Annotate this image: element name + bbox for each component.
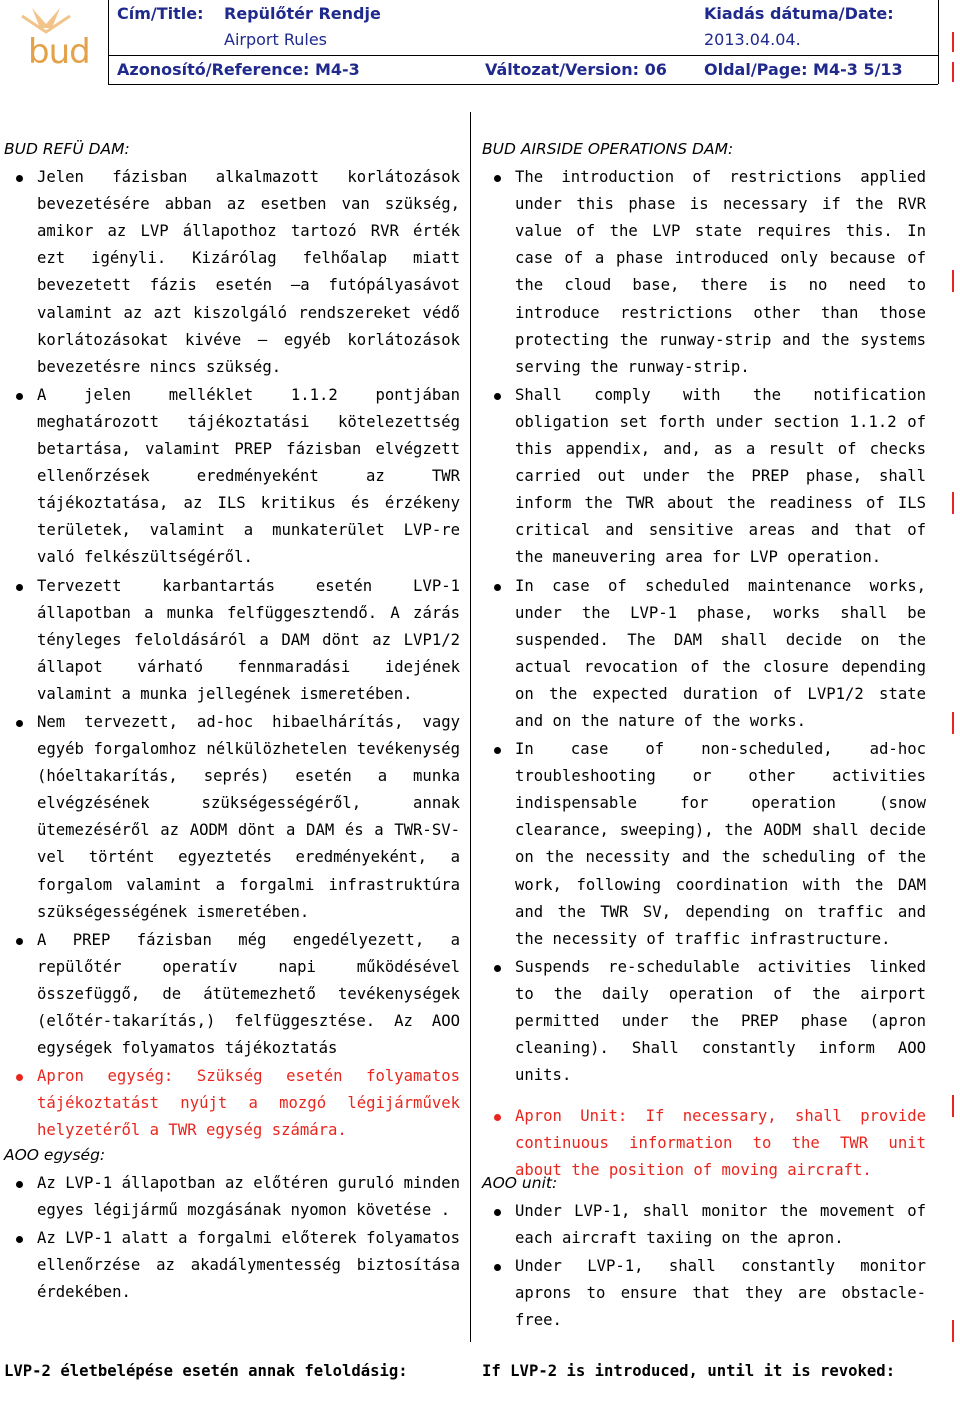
left-heading: BUD REFÜ DAM: bbox=[4, 140, 130, 158]
page-title: Repülőtér Rendje bbox=[224, 4, 381, 23]
list-item: Shall comply with the notification obligation set forth under section 1.1.2 of this appendix, and, as a result of checks carried out under the PREP phase, shall inform the TWR about the readiness of ILS critical and sensitive areas and that of the maneuvering area for LVP operation. bbox=[482, 382, 926, 572]
right-list bbox=[482, 164, 926, 1184]
list-item: A PREP fázisban még engedélyezett, a repülőtér operatív napi működésével összefüggő, de átütemezhető tevékenységek (előtér-takarítás,) felfüggesztése. Az AOO egységek folyamatos tájékoztatás bbox=[4, 927, 460, 1062]
list-item: In case of non-scheduled, ad-hoc troubleshooting or other activities indispensable for operation (snow clearance, sweeping), the AODM shall decide on the necessity and the scheduling of the work, following coordination with the DAM and the TWR SV, depending on traffic and the necessity of traffic infrastructure. bbox=[482, 736, 926, 953]
left-column bbox=[4, 136, 460, 1145]
list-item: A jelen melléklet 1.1.2 pontjában meghatározott tájékoztatási kötelezettség betartása, valamint PREP fázisban elvégzett ellenőrzések eredményeként az TWR tájékoztatása, az ILS kritikus és érzékeny területek, valamint a munkaterület LVP-re való felkészültségéről. bbox=[4, 382, 460, 572]
list-item: Suspends re-schedulable activities linked to the daily operation of the airport permitted under the PREP phase (apron cleaning). Shall constantly inform AOO units. bbox=[482, 954, 926, 1089]
list-item: Apron Unit: If necessary, shall provide continuous information to the TWR unit about the position of moving aircraft. bbox=[482, 1103, 926, 1184]
list-item: Under LVP-1, shall monitor the movement of each aircraft taxiing on the apron. bbox=[482, 1198, 926, 1252]
left-aoo-heading: AOO egység: bbox=[4, 1146, 106, 1164]
list-item: Az LVP-1 alatt a forgalmi előterek folyamatos ellenőrzése az akadálymentesség biztosítása érdekében. bbox=[4, 1225, 460, 1306]
bud-logo bbox=[2, 2, 96, 74]
page-number: Oldal/Page: M4-3 5/13 bbox=[704, 60, 903, 79]
left-aoo-list bbox=[4, 1170, 460, 1306]
right-aoo-heading: AOO unit: bbox=[482, 1174, 558, 1192]
right-aoo-section bbox=[482, 1170, 926, 1336]
page-title-en: Airport Rules bbox=[224, 30, 328, 49]
left-aoo-section bbox=[4, 1142, 460, 1308]
issue-date-label: Kiadás dátuma/Date: bbox=[704, 4, 894, 23]
list-item: The introduction of restrictions applied under this phase is necessary if the RVR value of the LVP state requires this. In case of a phase introduced only because of the cloud base, there is no need to introduce restrictions other than those protecting the runway-strip and the systems serving the runway-strip. bbox=[482, 164, 926, 381]
right-aoo-list bbox=[482, 1198, 926, 1334]
list-item: Az LVP-1 állapotban az előtéren guruló minden egyes légijármű mozgásának nyomon követése . bbox=[4, 1170, 460, 1224]
list-item: Nem tervezett, ad-hoc hibaelhárítás, vagy egyéb forgalomhoz nélkülözhetelen tevékenység (hóeltakarítás, seprés) esetén a munka elvégzésének szükségességéről, annak ütemezéséről az AODM dönt a DAM és a TWR-SV-vel történt egyeztetés eredményeként, a forgalom valamint a forgalmi infrastruktúra szükségességének ismeretében. bbox=[4, 709, 460, 926]
document-header bbox=[0, 0, 960, 90]
left-footer-heading: LVP-2 életbelépése esetén annak feloldásig: bbox=[4, 1362, 408, 1380]
right-footer-heading: If LVP-2 is introduced, until it is revoked: bbox=[482, 1362, 896, 1380]
list-item: Under LVP-1, shall constantly monitor aprons to ensure that they are obstacle-free. bbox=[482, 1253, 926, 1334]
version: Változat/Version: 06 bbox=[485, 60, 667, 79]
list-item: Tervezett karbantartás esetén LVP-1 állapotban a munka felfüggesztendő. A zárás tényleges feloldásáról a DAM dönt az LVP1/2 állapot várható fennmaradási idejének valamint a munka jellegének ismeretében. bbox=[4, 573, 460, 708]
logo-text: bud bbox=[28, 32, 90, 72]
list-item: Jelen fázisban alkalmazott korlátozások bevezetésére abban az esetben van szükség, amikor az LVP állapothoz tartozó RVR érték ezt igényli. Kizárólag felhőalap miatt bevezetett fázis esetén –a futópályasávot valamint az azt kiszolgáló rendszereket védő korlátozásokat kivéve – egyéb korlátozások bevezetésre nincs szükség. bbox=[4, 164, 460, 381]
right-column bbox=[482, 136, 926, 1186]
reference-id: Azonosító/Reference: M4-3 bbox=[117, 60, 360, 79]
right-heading: BUD AIRSIDE OPERATIONS DAM: bbox=[482, 140, 734, 158]
title-label: Cím/Title: bbox=[117, 4, 204, 23]
left-list bbox=[4, 164, 460, 1144]
issue-date: 2013.04.04. bbox=[704, 30, 801, 49]
list-item: Apron egység: Szükség esetén folyamatos tájékoztatást nyújt a mozgó légijárművek helyzetéről a TWR egység számára. bbox=[4, 1063, 460, 1144]
list-item: In case of scheduled maintenance works, under the LVP-1 phase, works shall be suspended. The DAM shall decide on the actual revocation of the closure depending on the expected duration of LVP1/2 state and on the nature of the works. bbox=[482, 573, 926, 736]
